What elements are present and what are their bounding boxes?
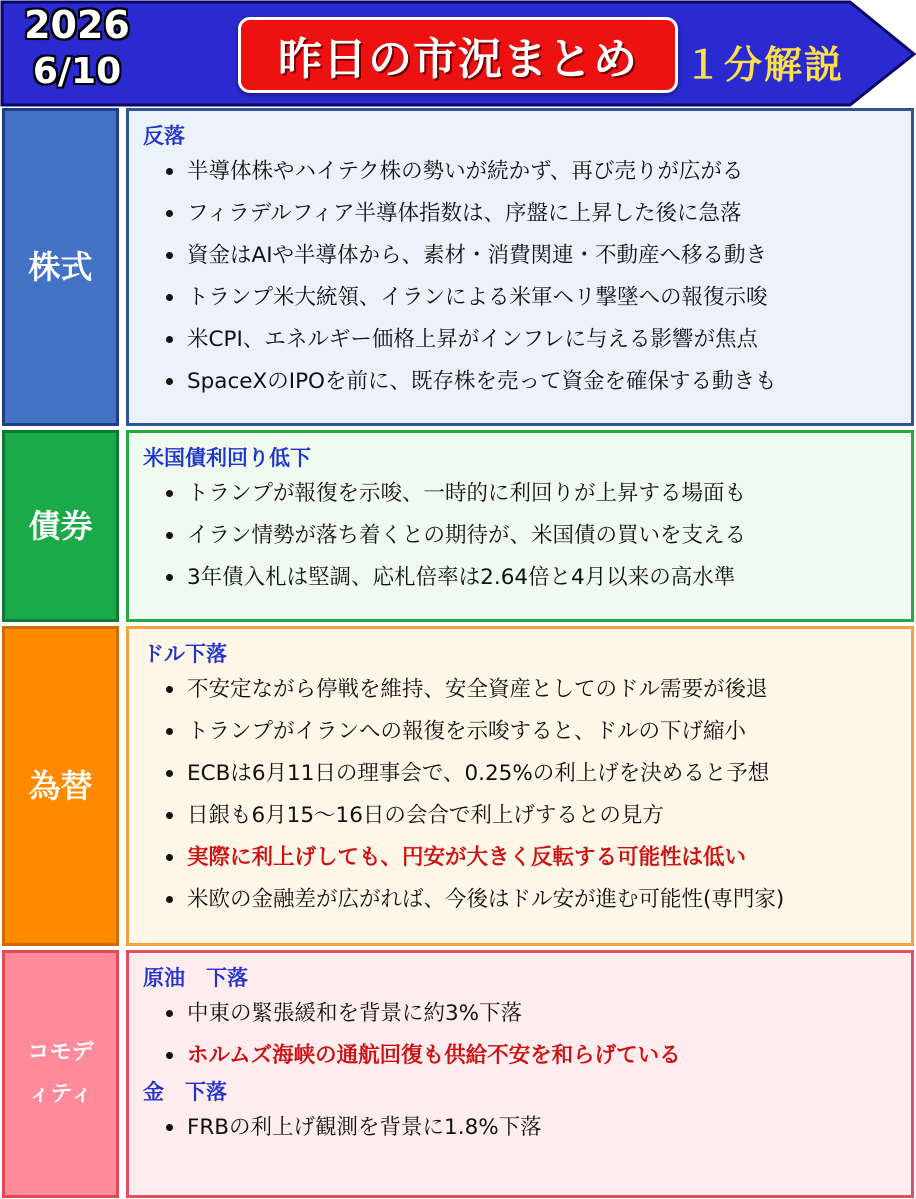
date-month-day: 6/10 [32,51,122,92]
section-label-commodity [2,950,119,1198]
list-item: 米欧の金融差が広がれば、今後はドル安が進む可能性(専門家) [163,879,911,921]
list-item-highlight: 実際に利上げしても、円安が大きく反転する可能性は低い [163,837,911,879]
list-item: トランプ米大統領、イランによる米軍ヘリ撃墜への報復示唆 [163,277,911,319]
section-label-text: 為替 [28,766,93,805]
section-heading-oil: 原油 下落 [143,966,248,990]
section-fx [0,626,916,946]
section-label-text: 債券 [28,506,93,545]
list-item: 米CPI、エネルギー価格上昇がインフレに与える影響が焦点 [163,319,911,361]
list-item: 3年債入札は堅調、応札倍率は2.64倍と4月以来の高水準 [163,557,911,599]
section-content-fx [126,626,914,946]
title-box [238,17,678,93]
date-badge [8,3,146,92]
bullet-list [143,151,911,403]
list-item: フィラデルフィア半導体指数は、序盤に上昇した後に急落 [163,193,911,235]
section-label-fx [2,626,119,946]
section-label-text [27,1032,93,1116]
section-commodity [0,950,916,1198]
list-item: 半導体株やハイテク株の勢いが続かず、再び売りが広がる [163,151,911,193]
bullet-list [143,669,911,921]
section-heading: 米国債利回り低下 [143,446,311,470]
section-stocks [0,108,916,426]
list-item: ECBは6月11日の理事会で、0.25%の利上げを決めると予想 [163,753,911,795]
section-label-stocks [2,108,119,426]
section-content-stocks [126,108,914,426]
section-bonds [0,430,916,622]
page-subtitle: １分解説 [684,43,845,87]
bullet-list [143,993,911,1077]
list-item: SpaceXのIPOを前に、既存株を売って資金を確保する動きも [163,361,911,403]
page-title: 昨日の市況まとめ [278,34,638,85]
section-label-line: コモデ [27,1040,94,1066]
section-label-text: 株式 [28,247,93,286]
section-label-bonds [2,430,119,622]
date-year: 2026 [24,3,130,47]
list-item: FRBの利上げ観測を背景に1.8%下落 [163,1107,911,1149]
section-heading: 反落 [143,124,185,148]
header-banner [0,0,916,107]
section-content-commodity [126,950,914,1198]
list-item: トランプがイランへの報復を示唆すると、ドルの下げ縮小 [163,711,911,753]
section-label-line: ィティ [28,1082,93,1107]
list-item: 日銀も6月15〜16日の会合で利上げするとの見方 [163,795,911,837]
list-item: 中東の緊張緩和を背景に約3%下落 [163,993,911,1035]
list-item: 資金はAIや半導体から、素材・消費関連・不動産へ移る動き [163,235,911,277]
section-heading-gold: 金 下落 [143,1080,227,1104]
bullet-list [143,1107,911,1149]
list-item: トランプが報復を示唆、一時的に利回りが上昇する場面も [163,473,911,515]
bullet-list [143,473,911,599]
section-heading: ドル下落 [143,642,227,666]
list-item: イラン情勢が落ち着くとの期待が、米国債の買いを支える [163,515,911,557]
section-content-bonds [126,430,914,622]
list-item: 不安定ながら停戦を維持、安全資産としてのドル需要が後退 [163,669,911,711]
list-item-highlight: ホルムズ海峡の通航回復も供給不安を和らげている [163,1035,911,1077]
